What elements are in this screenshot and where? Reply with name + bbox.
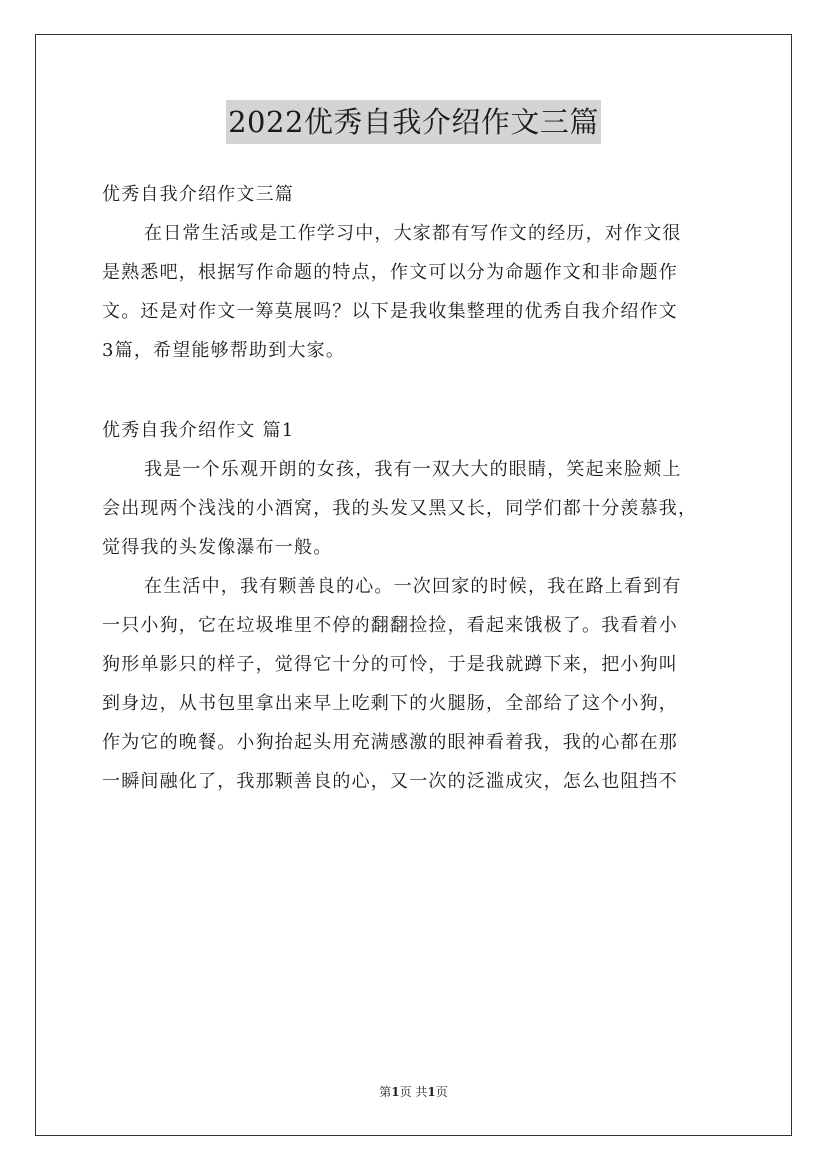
intro-line: 3篇，希望能够帮助到大家。 xyxy=(102,340,346,361)
title-container xyxy=(0,100,827,144)
body-line: 到身边，从书包里拿出来早上吃剩下的火腿肠，全部给了这个小狗， xyxy=(102,693,678,714)
body-line: 一只小狗，它在垃圾堆里不停的翻翻捡捡，看起来饿极了。我看着小 xyxy=(102,615,678,636)
intro-line: 在日常生活或是工作学习中，大家都有写作文的经历，对作文很 xyxy=(144,223,682,244)
body-line: 狗形单影只的样子，觉得它十分的可怜，于是我就蹲下来，把小狗叫 xyxy=(102,654,678,675)
body-line: 作为它的晚餐。小狗抬起头用充满感激的眼神看着我，我的心都在那 xyxy=(102,732,678,753)
body-line: 我是一个乐观开朗的女孩，我有一双大大的眼睛，笑起来脸颊上 xyxy=(144,459,682,480)
body-line: 会出现两个浅浅的小酒窝，我的头发又黑又长，同学们都十分羡慕我， xyxy=(102,498,698,519)
page-footer xyxy=(0,1083,827,1100)
intro-line: 是熟悉吧，根据写作命题的特点，作文可以分为命题作文和非命题作 xyxy=(102,262,678,283)
body-line: 一瞬间融化了，我那颗善良的心，又一次的泛滥成灾，怎么也阻挡不 xyxy=(102,771,678,792)
page-label-mid: 页 共 xyxy=(399,1085,428,1099)
page-total: 1 xyxy=(427,1085,436,1099)
intro-line: 文。还是对作文一筹莫展吗？以下是我收集整理的优秀自我介绍作文 xyxy=(102,301,678,322)
subtitle: 优秀自我介绍作文三篇 xyxy=(102,184,294,205)
page-label-prefix: 第 xyxy=(379,1085,392,1099)
paragraph-gap xyxy=(102,370,732,411)
document-title: 2022优秀自我介绍作文三篇 xyxy=(226,100,601,144)
body-line: 在生活中，我有颗善良的心。一次回家的时候，我在路上看到有 xyxy=(144,576,682,597)
body-line: 觉得我的头发像瀑布一般。 xyxy=(102,537,333,558)
document-body xyxy=(102,175,732,801)
page-label-suffix: 页 xyxy=(435,1085,448,1099)
section-heading: 优秀自我介绍作文 篇1 xyxy=(102,420,295,441)
page-current: 1 xyxy=(391,1085,400,1099)
